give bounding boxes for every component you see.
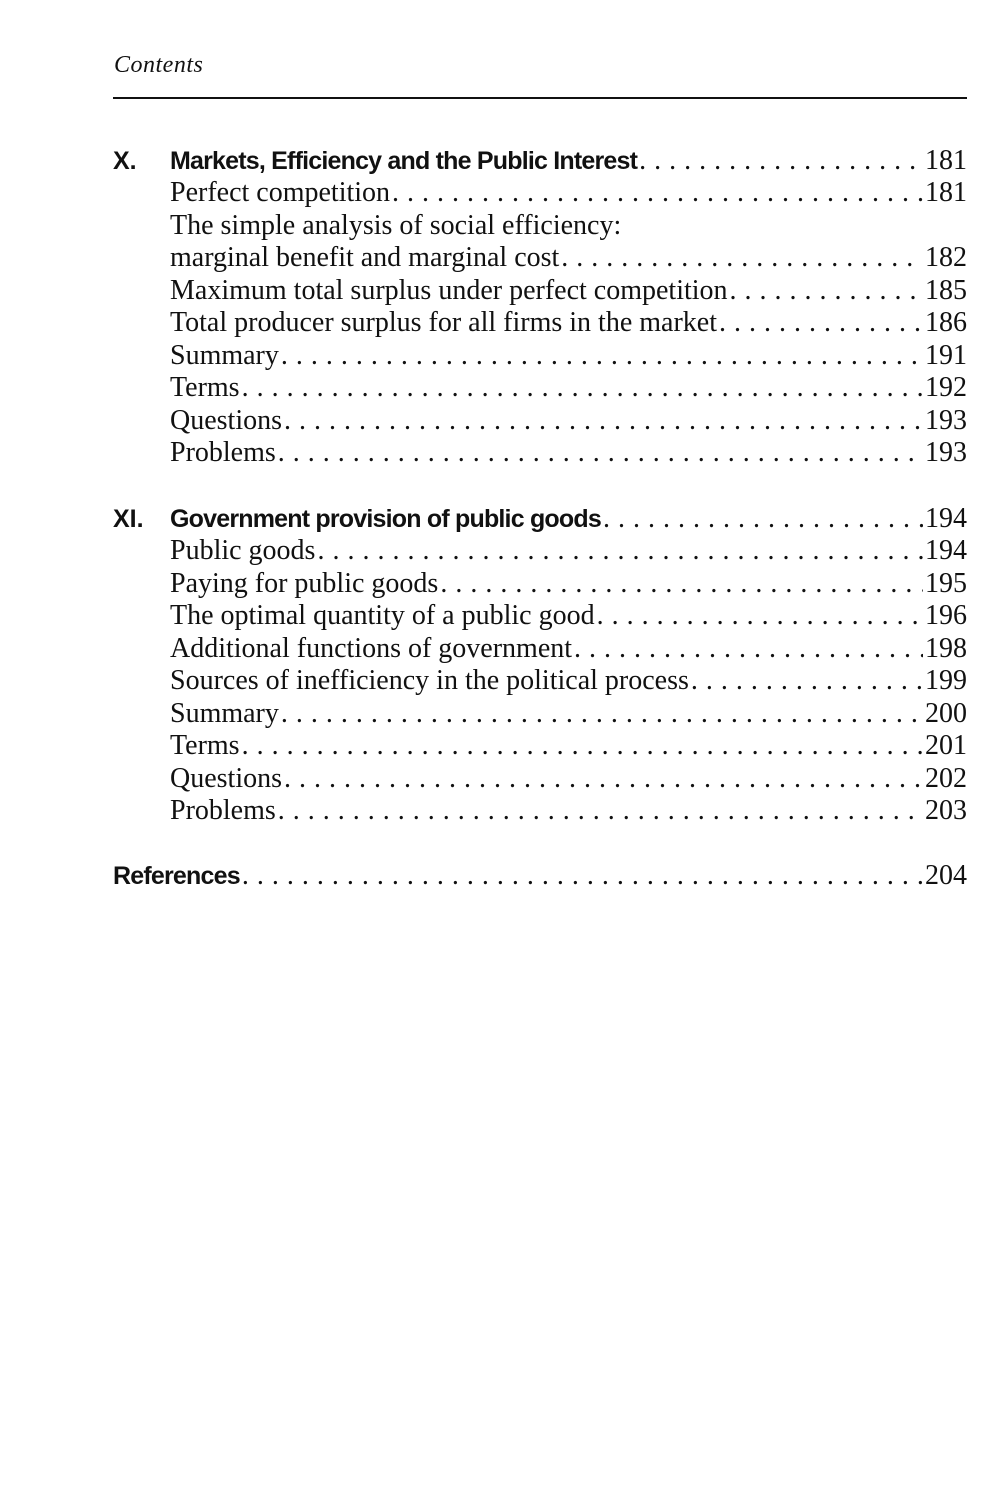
leader-dots [719,307,923,339]
page-number: 201 [925,730,967,761]
toc-entry[interactable] [170,437,967,469]
entry-label: Problems [170,437,276,468]
chapter-title-row[interactable] [170,145,967,177]
entry-label: Public goods [170,535,316,566]
page-number: 202 [925,763,967,794]
leader-dots [639,145,923,177]
leader-dots [392,177,923,209]
page-number: 186 [925,307,967,338]
leader-dots [561,242,923,274]
page-number: 194 [925,503,967,534]
entry-label: Terms [170,730,240,761]
entry-label: Paying for public goods [170,568,439,599]
entry-label: Questions [170,405,282,436]
leader-dots [603,503,923,535]
leader-dots [730,275,923,307]
running-head: Contents [114,52,204,78]
toc-entry[interactable] [170,633,967,665]
entry-label: Perfect competition [170,177,391,208]
page-number: 200 [925,698,967,729]
page-number: 204 [925,860,967,891]
entry-label: Problems [170,795,276,826]
page-number: 185 [925,275,967,306]
toc-entry[interactable] [170,372,967,404]
entry-label: Terms [170,372,240,403]
toc-entry[interactable] [170,307,967,339]
leader-dots [317,535,923,567]
entry-label: marginal benefit and marginal cost [170,242,560,273]
page-number: 199 [925,665,967,696]
header-rule [113,97,967,99]
entry-label: Additional functions of government [170,633,573,664]
toc-entry[interactable] [170,535,967,567]
page-number: 193 [925,437,967,468]
leader-dots [574,633,923,665]
leader-dots [242,860,923,892]
entry-label: Summary [170,698,279,729]
page-number: 198 [925,633,967,664]
chapter-title-row[interactable] [170,503,967,535]
toc-entry[interactable] [170,242,967,274]
leader-dots [242,372,923,404]
chapter-title: Government provision of public goods [170,505,601,533]
page-number: 181 [925,145,967,176]
leader-dots [284,405,923,437]
toc-entry[interactable] [170,795,967,827]
leader-dots [691,665,923,697]
page-number: 181 [925,177,967,208]
page-number: 182 [925,242,967,273]
entry-label: Questions [170,763,282,794]
entry-label: Summary [170,340,279,371]
leader-dots [278,795,923,827]
page-number: 196 [925,600,967,631]
page-number: 195 [925,568,967,599]
toc-entry[interactable] [170,275,967,307]
chapter-title: Markets, Efficiency and the Public Interest [170,147,638,175]
leader-dots [281,698,923,730]
entry-label: Sources of inefficiency in the political process [170,665,689,696]
references-row[interactable] [113,860,967,892]
leader-dots [597,600,923,632]
toc-entry[interactable] [170,568,967,600]
chapter-number: XI. [113,505,144,533]
toc-entry[interactable] [170,600,967,632]
leader-dots [284,763,923,795]
leader-dots [440,568,923,600]
leader-dots [242,730,923,762]
entry-label: The optimal quantity of a public good [170,600,595,631]
toc-entry[interactable] [170,665,967,697]
leader-dots [281,340,923,372]
page-number: 193 [925,405,967,436]
toc-entry[interactable] [170,763,967,795]
toc-entry[interactable] [170,177,967,209]
page-number: 194 [925,535,967,566]
toc-entry[interactable] [170,405,967,437]
leader-dots [278,437,923,469]
page-number: 191 [925,340,967,371]
toc-entry[interactable] [170,340,967,372]
references-title: References [113,862,240,890]
entry-label: Maximum total surplus under perfect competition [170,275,728,306]
page-number: 192 [925,372,967,403]
entry-label: Total producer surplus for all firms in the market [170,307,717,338]
page-number: 203 [925,795,967,826]
chapter-number: X. [113,147,137,175]
toc-entry[interactable] [170,698,967,730]
toc-entry[interactable] [170,730,967,762]
entry-label-line1: The simple analysis of social efficiency: [170,210,622,241]
